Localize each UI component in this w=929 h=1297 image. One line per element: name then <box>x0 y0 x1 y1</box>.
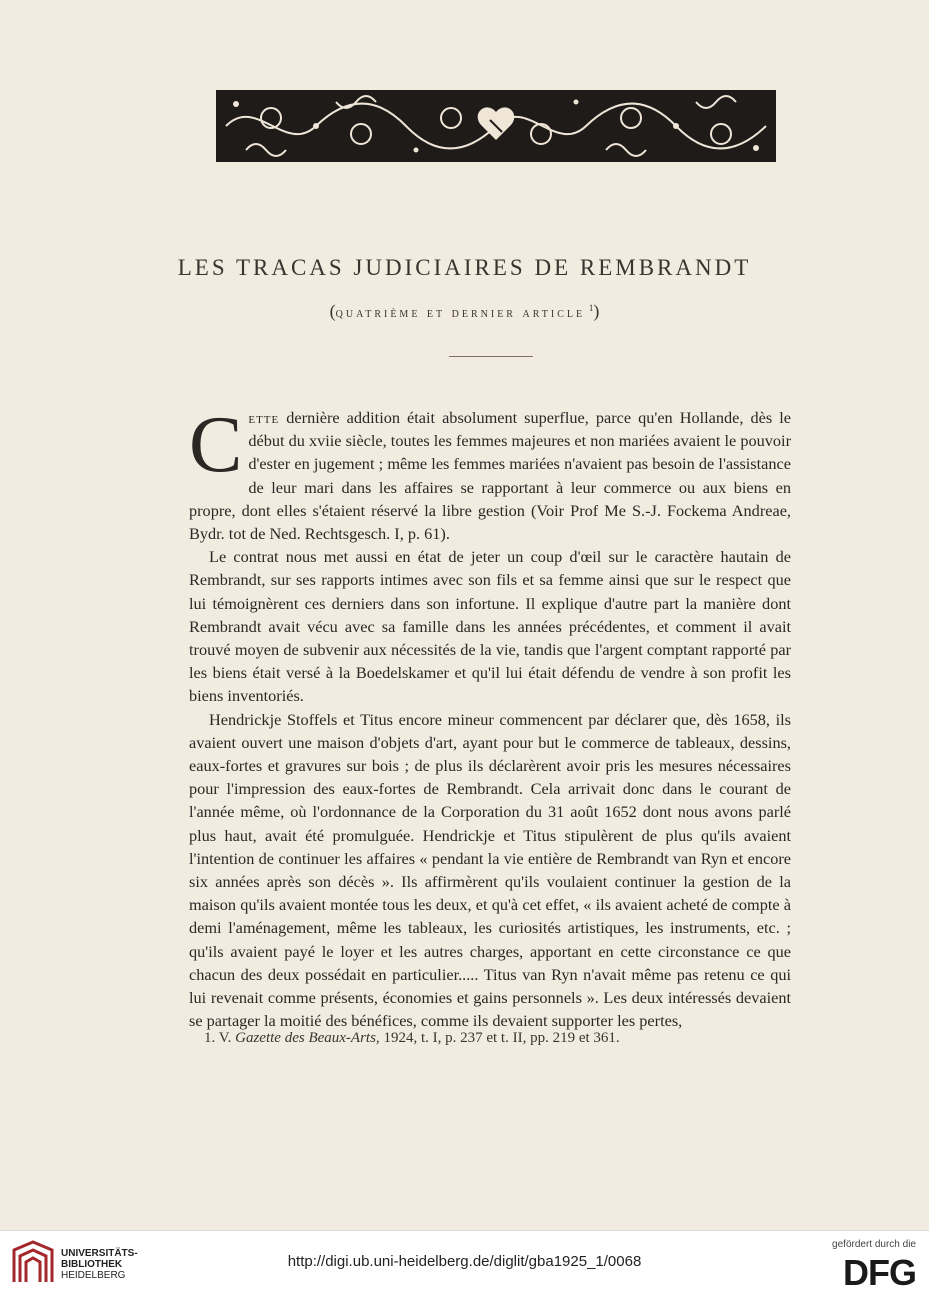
decorative-headpiece <box>216 90 776 162</box>
paragraph-2: Le contrat nous met aussi en état de jeter un coup d'œil sur le caractère hautain de Rembrandt, sur ses rapports intimes avec son fils et sa femme ainsi que sur le respect que lui témoignèrent ces derniers dans son infortune. Il explique d'autre part la manière dont Rembrandt avait vécu avec sa famille dans les années précédentes, et comment il avait trouvé moyen de subvenir aux nécessités de la vie, tandis que l'argent comptant rapporté par les biens était versé à la Boedelskamer et qu'il lui était défendu de vendre à son profit les biens inventoriés. <box>189 547 791 706</box>
library-line-2: BIBLIOTHEK <box>61 1259 123 1270</box>
subtitle-open-paren: ( <box>329 301 336 321</box>
paragraph-1 <box>189 401 791 545</box>
dfg-logo[interactable]: DFG <box>843 1252 916 1293</box>
library-line-1: UNIVERSITÄTS- <box>61 1248 138 1259</box>
footnote-journal: Gazette des Beaux-Arts, <box>235 1030 380 1046</box>
paragraph-3: Hendrickje Stoffels et Titus encore mineur commencent par déclarer que, dès 1658, ils avaient ouvert une maison d'objets d'art, ayant pour but le commerce de tableaux, dessins, eaux-fortes et gravures sur bois ; de plus ils déclarèrent avoir pris les mesures nécessaires pour l'impression des eaux-fortes de Rembrandt. Cela arrivait donc dans le courant de l'année même, où l'ordonnance de la Corporation du 31 août 1652 dont nous avons parlé plus haut, avait été promulguée. Hendrickje et Titus stipulèrent de plus qu'ils avaient l'intention de continuer les affaires « pendant la vie entière de Rembrandt van Ryn et encore six années après son décès ». Ils affirmèrent qu'ils voulaient continuer la gestion de la maison qu'ils avaient montée tous les deux, et qu'à cet effet, « ils avaient acheté de compte à demi l'aménagement, même les tableaux, les curiosités artistiques, les instruments, etc. ; qu'ils avaient payé le loyer et les autres charges, apportant en cette circonstance ce que chacun des deux possédait en particulier..... Titus van Ryn n'avait même pas retenu ce qui lui revenait comme présents, économies et gains personnels ». Les deux intéressés devaient se partager la moitié des bénéfices, comme ils devaient supporter les pertes, <box>189 709 791 1031</box>
article-body <box>189 401 791 1032</box>
footnote-prefix: V. <box>218 1030 232 1046</box>
title-divider <box>449 356 533 357</box>
article-subtitle <box>0 301 929 322</box>
subtitle-footnote-ref: 1 <box>588 303 594 313</box>
footnote <box>204 1030 804 1047</box>
subtitle-text: quatrième et dernier article <box>335 306 586 321</box>
footnote-citation: 1924, t. I, p. 237 et t. II, pp. 219 et 361. <box>383 1030 620 1046</box>
lead-word: ette <box>248 408 280 427</box>
permalink-url[interactable]: http://digi.ub.uni-heidelberg.de/diglit/gba1925_1/0068 <box>287 1253 642 1270</box>
library-line-3: HEIDELBERG <box>61 1270 126 1281</box>
drop-cap: C <box>189 401 243 489</box>
article-title: LES TRACAS JUDICIAIRES DE REMBRANDT <box>177 255 752 280</box>
subtitle-close-paren: ) <box>593 301 600 321</box>
paragraph-1-text: dernière addition était absolument superflue, parce qu'en Hollande, dès le début du xviie siècle, toutes les femmes majeures et non mariées avaient le pouvoir d'ester en jugement ; même les femmes mariées n'avaient pas besoin de l'assistance de leur mari dans les affaires se rapportant à leur commerce ou aux biens en propre, dont elles s'étaient réservé la libre gestion (Voir Prof Me S.-J. Fockema Andreae, Bydr. tot de Ned. Rechtsgesch. I, p. 61). <box>189 408 791 544</box>
funder-caption: gefördert durch die <box>832 1239 916 1250</box>
ornament-scrollwork-icon <box>216 90 776 162</box>
footnote-number: 1. <box>204 1030 216 1046</box>
viewer-footer-bar <box>0 1230 929 1297</box>
